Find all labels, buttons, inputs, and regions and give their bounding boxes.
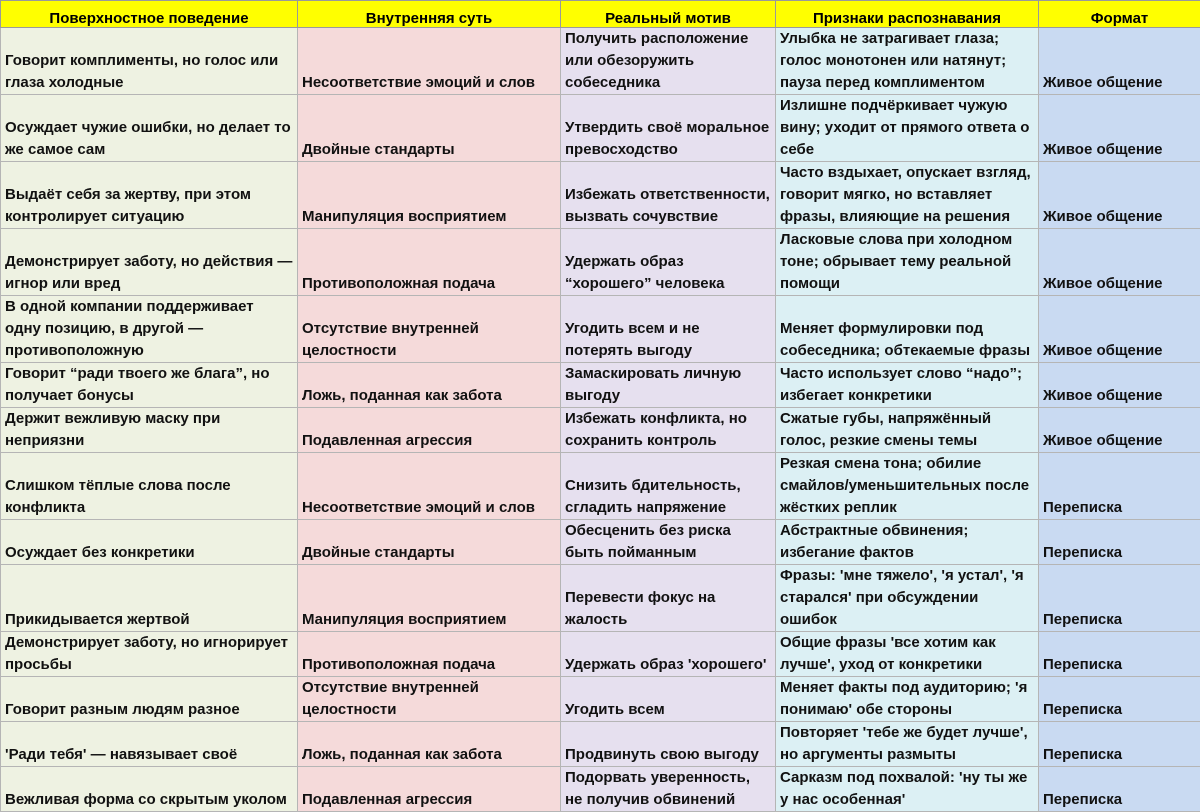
cell-text: Переписка	[1043, 609, 1196, 631]
cell-format[interactable]	[1039, 677, 1200, 722]
cell-surface-behavior[interactable]	[1, 565, 298, 632]
cell-text: Подавленная агрессия	[302, 789, 556, 811]
table-row	[1, 520, 1200, 565]
cell-text: Резкая смена тона; обилие смайлов/уменьшительных после жёстких реплик	[780, 453, 1034, 519]
cell-text: Утвердить своё моральное превосходство	[565, 117, 771, 161]
cell-text: Ложь, поданная как забота	[302, 744, 556, 766]
header-format[interactable]: Формат	[1039, 1, 1200, 28]
cell-inner-essence[interactable]	[298, 95, 561, 162]
cell-text: Переписка	[1043, 497, 1196, 519]
cell-inner-essence[interactable]	[298, 408, 561, 453]
cell-text: Демонстрирует заботу, но действия — игнор или вред	[5, 251, 293, 295]
cell-inner-essence[interactable]	[298, 162, 561, 229]
cell-text: Подорвать уверенность, не получив обвинений	[565, 767, 771, 811]
cell-recognition-signs[interactable]	[776, 363, 1039, 408]
cell-text: Избежать конфликта, но сохранить контроль	[565, 408, 771, 452]
cell-surface-behavior[interactable]	[1, 296, 298, 363]
table-row	[1, 162, 1200, 229]
cell-text: Получить расположение или обезоружить собеседника	[565, 28, 771, 94]
cell-format[interactable]	[1039, 229, 1200, 296]
cell-recognition-signs[interactable]	[776, 453, 1039, 520]
cell-surface-behavior[interactable]	[1, 453, 298, 520]
cell-text: Меняет факты под аудиторию; 'я понимаю' обе стороны	[780, 677, 1034, 721]
cell-text: Переписка	[1043, 542, 1196, 564]
cell-text: Говорит разным людям разное	[5, 699, 293, 721]
cell-surface-behavior[interactable]	[1, 28, 298, 95]
cell-text: Живое общение	[1043, 430, 1196, 452]
cell-inner-essence[interactable]	[298, 229, 561, 296]
table-row	[1, 95, 1200, 162]
cell-text: Демонстрирует заботу, но игнорирует просьбы	[5, 632, 293, 676]
cell-text: Осуждает без конкретики	[5, 542, 293, 564]
cell-text: Ласковые слова при холодном тоне; обрывает тему реальной помощи	[780, 229, 1034, 295]
header-inner-essence[interactable]: Внутренняя суть	[298, 1, 561, 28]
cell-text: Сарказм под похвалой: 'ну ты же у нас особенная'	[780, 767, 1034, 811]
cell-text: Манипуляция восприятием	[302, 206, 556, 228]
cell-recognition-signs[interactable]	[776, 408, 1039, 453]
cell-real-motive[interactable]	[561, 162, 776, 229]
cell-format[interactable]	[1039, 95, 1200, 162]
header-row	[1, 1, 1200, 28]
cell-inner-essence[interactable]	[298, 28, 561, 95]
cell-format[interactable]	[1039, 722, 1200, 767]
table-row	[1, 632, 1200, 677]
table-row	[1, 28, 1200, 95]
cell-real-motive[interactable]	[561, 677, 776, 722]
cell-real-motive[interactable]	[561, 722, 776, 767]
cell-text: Общие фразы 'все хотим как лучше', уход от конкретики	[780, 632, 1034, 676]
cell-text: Держит вежливую маску при неприязни	[5, 408, 293, 452]
cell-real-motive[interactable]	[561, 28, 776, 95]
cell-inner-essence[interactable]	[298, 453, 561, 520]
table-row	[1, 453, 1200, 520]
cell-recognition-signs[interactable]	[776, 565, 1039, 632]
cell-recognition-signs[interactable]	[776, 722, 1039, 767]
cell-surface-behavior[interactable]	[1, 229, 298, 296]
cell-real-motive[interactable]	[561, 520, 776, 565]
cell-text: Манипуляция восприятием	[302, 609, 556, 631]
table-row	[1, 408, 1200, 453]
cell-surface-behavior[interactable]	[1, 632, 298, 677]
cell-real-motive[interactable]	[561, 565, 776, 632]
cell-text: Переписка	[1043, 654, 1196, 676]
cell-text: Живое общение	[1043, 385, 1196, 407]
cell-real-motive[interactable]	[561, 95, 776, 162]
cell-recognition-signs[interactable]	[776, 296, 1039, 363]
cell-text: Выдаёт себя за жертву, при этом контролирует ситуацию	[5, 184, 293, 228]
cell-real-motive[interactable]	[561, 632, 776, 677]
cell-text: Обесценить без риска быть пойманным	[565, 520, 771, 564]
header-surface-behavior[interactable]: Поверхностное поведение	[1, 1, 298, 28]
cell-text: Меняет формулировки под собеседника; обтекаемые фразы	[780, 318, 1034, 362]
cell-format[interactable]	[1039, 28, 1200, 95]
cell-text: Фразы: 'мне тяжело', 'я устал', 'я старался' при обсуждении ошибок	[780, 565, 1034, 631]
header-real-motive[interactable]: Реальный мотив	[561, 1, 776, 28]
cell-inner-essence[interactable]	[298, 677, 561, 722]
cell-inner-essence[interactable]	[298, 565, 561, 632]
cell-text: Живое общение	[1043, 139, 1196, 161]
cell-text: Осуждает чужие ошибки, но делает то же самое сам	[5, 117, 293, 161]
cell-text: Несоответствие эмоций и слов	[302, 72, 556, 94]
cell-text: Прикидывается жертвой	[5, 609, 293, 631]
cell-format[interactable]	[1039, 162, 1200, 229]
cell-text: Ложь, поданная как забота	[302, 385, 556, 407]
cell-text: Улыбка не затрагивает глаза; голос монотонен или натянут; пауза перед комплиментом	[780, 28, 1034, 94]
cell-recognition-signs[interactable]	[776, 162, 1039, 229]
cell-format[interactable]	[1039, 453, 1200, 520]
cell-format[interactable]	[1039, 565, 1200, 632]
cell-format[interactable]	[1039, 632, 1200, 677]
cell-inner-essence[interactable]	[298, 296, 561, 363]
cell-text: Удержать образ “хорошего” человека	[565, 251, 771, 295]
cell-recognition-signs[interactable]	[776, 95, 1039, 162]
table-row	[1, 677, 1200, 722]
cell-recognition-signs[interactable]	[776, 229, 1039, 296]
cell-recognition-signs[interactable]	[776, 632, 1039, 677]
cell-text: Отсутствие внутренней целостности	[302, 677, 556, 721]
cell-real-motive[interactable]	[561, 229, 776, 296]
cell-text: Живое общение	[1043, 72, 1196, 94]
cell-text: Переписка	[1043, 789, 1196, 811]
cell-recognition-signs[interactable]	[776, 677, 1039, 722]
cell-text: Снизить бдительность, сгладить напряжение	[565, 475, 771, 519]
table-row	[1, 296, 1200, 363]
cell-text: Избежать ответственности, вызвать сочувствие	[565, 184, 771, 228]
cell-format[interactable]	[1039, 520, 1200, 565]
cell-real-motive[interactable]	[561, 408, 776, 453]
cell-text: Повторяет 'тебе же будет лучше', но аргументы размыты	[780, 722, 1034, 766]
table-row	[1, 363, 1200, 408]
cell-text: Удержать образ 'хорошего'	[565, 654, 771, 676]
cell-text: Противоположная подача	[302, 273, 556, 295]
cell-inner-essence[interactable]	[298, 632, 561, 677]
cell-text: Угодить всем	[565, 699, 771, 721]
cell-inner-essence[interactable]	[298, 722, 561, 767]
cell-format[interactable]	[1039, 363, 1200, 408]
cell-text: Живое общение	[1043, 273, 1196, 295]
cell-text: Двойные стандарты	[302, 542, 556, 564]
cell-text: Противоположная подача	[302, 654, 556, 676]
cell-surface-behavior[interactable]	[1, 722, 298, 767]
table-row	[1, 229, 1200, 296]
cell-text: В одной компании поддерживает одну позицию, в другой — противоположную	[5, 296, 293, 362]
cell-text: Часто использует слово “надо”; избегает конкретики	[780, 363, 1034, 407]
cell-surface-behavior[interactable]	[1, 520, 298, 565]
cell-text: Замаскировать личную выгоду	[565, 363, 771, 407]
cell-real-motive[interactable]	[561, 296, 776, 363]
cell-text: Слишком тёплые слова после конфликта	[5, 475, 293, 519]
cell-text: Отсутствие внутренней целостности	[302, 318, 556, 362]
cell-real-motive[interactable]	[561, 453, 776, 520]
cell-text: Перевести фокус на жалость	[565, 587, 771, 631]
cell-recognition-signs[interactable]	[776, 520, 1039, 565]
cell-surface-behavior[interactable]	[1, 95, 298, 162]
cell-real-motive[interactable]	[561, 363, 776, 408]
table-row	[1, 722, 1200, 767]
cell-text: Вежливая форма со скрытым уколом	[5, 789, 293, 811]
cell-format[interactable]	[1039, 296, 1200, 363]
cell-text: Подавленная агрессия	[302, 430, 556, 452]
cell-text: Абстрактные обвинения; избегание фактов	[780, 520, 1034, 564]
cell-text: Излишне подчёркивает чужую вину; уходит от прямого ответа о себе	[780, 95, 1034, 161]
cell-text: Несоответствие эмоций и слов	[302, 497, 556, 519]
cell-inner-essence[interactable]	[298, 520, 561, 565]
cell-surface-behavior[interactable]	[1, 162, 298, 229]
cell-text: Переписка	[1043, 744, 1196, 766]
cell-text: Переписка	[1043, 699, 1196, 721]
cell-surface-behavior[interactable]	[1, 677, 298, 722]
cell-text: Говорит комплименты, но голос или глаза холодные	[5, 50, 293, 94]
cell-text: 'Ради тебя' — навязывает своё	[5, 744, 293, 766]
cell-inner-essence[interactable]	[298, 363, 561, 408]
cell-text: Живое общение	[1043, 340, 1196, 362]
header-recognition-signs[interactable]: Признаки распознавания	[776, 1, 1039, 28]
cell-text: Сжатые губы, напряжённый голос, резкие смены темы	[780, 408, 1034, 452]
cell-text: Говорит “ради твоего же блага”, но получает бонусы	[5, 363, 293, 407]
cell-text: Двойные стандарты	[302, 139, 556, 161]
table-row	[1, 565, 1200, 632]
cell-text: Продвинуть свою выгоду	[565, 744, 771, 766]
cell-format[interactable]	[1039, 408, 1200, 453]
cell-surface-behavior[interactable]	[1, 408, 298, 453]
cell-recognition-signs[interactable]	[776, 28, 1039, 95]
cell-text: Живое общение	[1043, 206, 1196, 228]
cell-text: Часто вздыхает, опускает взгляд, говорит мягко, но вставляет фразы, влияющие на решения	[780, 162, 1034, 228]
cell-text: Угодить всем и не потерять выгоду	[565, 318, 771, 362]
cell-surface-behavior[interactable]	[1, 363, 298, 408]
